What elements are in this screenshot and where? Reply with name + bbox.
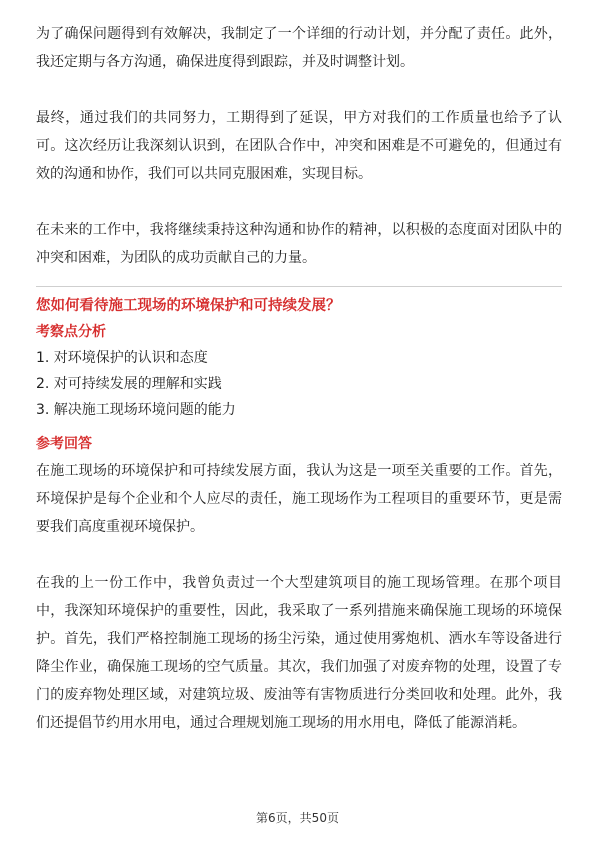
page-number: 第6页，共50页: [256, 811, 339, 825]
answer-paragraph: 在施工现场的环境保护和可持续发展方面，我认为这是一项至关重要的工作。首先，环境保护是每个企业和个人应尽的责任，施工现场作为工程项目的重要环节，更是需要我们高度重视环境保护。: [36, 463, 562, 535]
section-divider: [36, 286, 562, 287]
analysis-label: 考察点分析: [36, 324, 106, 340]
analysis-item: 1. 对环境保护的认识和态度: [36, 350, 208, 366]
body-paragraph: 在未来的工作中，我将继续秉持这种沟通和协作的精神，以积极的态度面对团队中的冲突和困难，为团队的成功贡献自己的力量。: [36, 222, 562, 266]
analysis-item: 3. 解决施工现场环境问题的能力: [36, 402, 236, 418]
analysis-item: 2. 对可持续发展的理解和实践: [36, 376, 222, 392]
answer-label: 参考回答: [36, 436, 92, 452]
question-title: 您如何看待施工现场的环境保护和可持续发展？: [36, 298, 341, 314]
body-paragraph: 最终，通过我们的共同努力，工期得到了延误，甲方对我们的工作质量也给予了认可。这次经历让我深刻认识到，在团队合作中，冲突和困难是不可避免的，但通过有效的沟通和协作，我们可以共同克服困难，实现目标。: [36, 110, 562, 182]
answer-paragraph: 在我的上一份工作中，我曾负责过一个大型建筑项目的施工现场管理。在那个项目中，我深知环境保护的重要性，因此，我采取了一系列措施来确保施工现场的环境保护。首先，我们严格控制施工现场的扬尘污染，通过使用雾炮机、洒水车等设备进行降尘作业，确保施工现场的空气质量。其次，我们加强了对废弃物的处理，设置了专门的废弃物处理区域，对建筑垃圾、废油等有害物质进行分类回收和处理。此外，我们还提倡节约用水用电，通过合理规划施工现场的用水用电，降低了能源消耗。: [36, 575, 562, 731]
analysis-list: [36, 345, 562, 423]
document-page: [36, 20, 562, 737]
body-paragraph: 为了确保问题得到有效解决，我制定了一个详细的行动计划，并分配了责任。此外，我还定期与各方沟通，确保进度得到跟踪，并及时调整计划。: [36, 26, 562, 70]
